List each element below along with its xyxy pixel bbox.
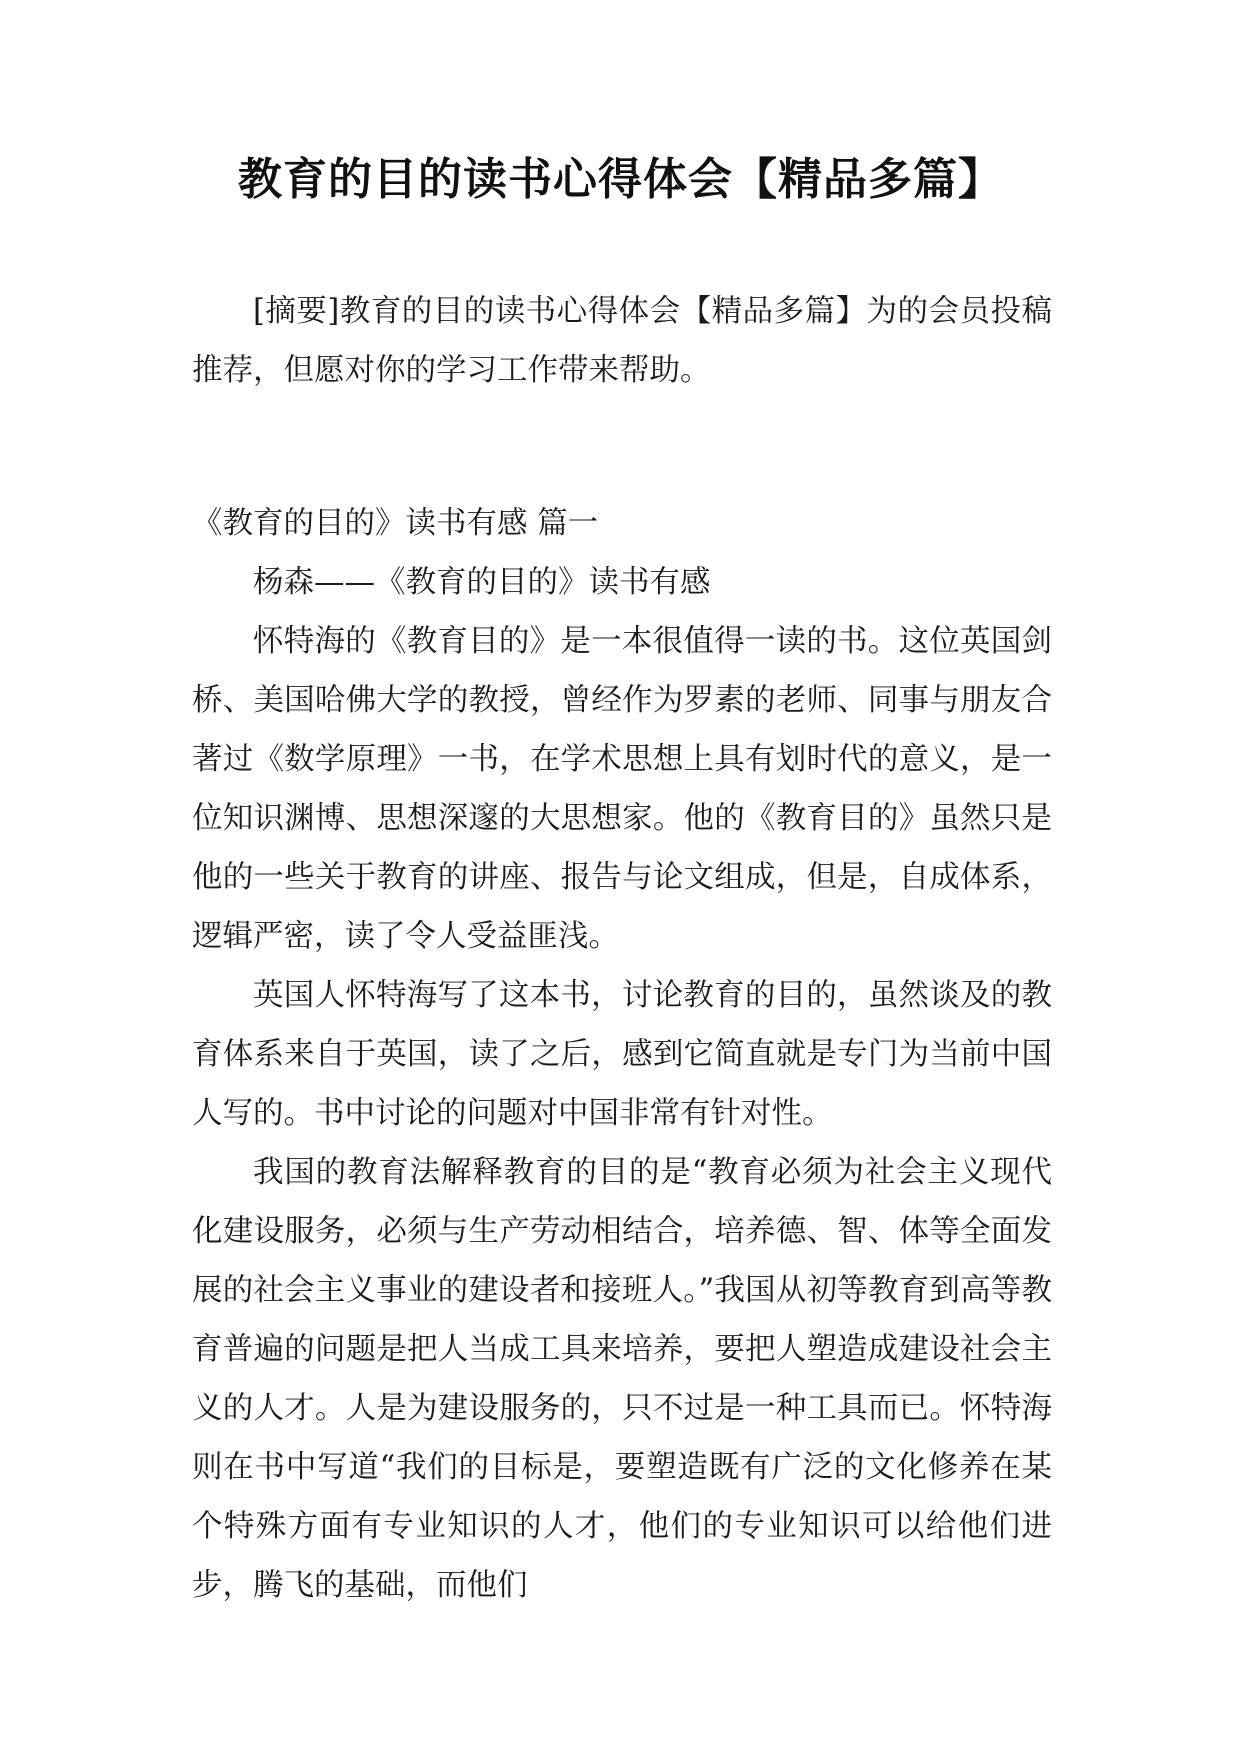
section-heading: 《教育的目的》读书有感 篇一 (192, 506, 599, 541)
author-line: 杨森——《教育的目的》读书有感 (253, 565, 711, 600)
body-paragraph: 英国人怀特海写了这本书，讨论教育的目的，虽然谈及的教育体系来自于英国，读了之后，感到它简直就是专门为当前中国人写的。书中讨论的问题对中国非常有针对性。 (192, 978, 1052, 1131)
summary-paragraph: [摘要]教育的目的读书心得体会【精品多篇】为的会员投稿推荐，但愿对你的学习工作带来帮助。 (192, 294, 1052, 388)
document-body (192, 282, 1052, 1615)
body-paragraph: 我国的教育法解释教育的目的是“教育必须为社会主义现代化建设服务，必须与生产劳动相结合，培养德、智、体等全面发展的社会主义事业的建设者和接班人。”我国从初等教育到高等教育普遍的问题是把人当成工具来培养，要把人塑造成建设社会主义的人才。人是为建设服务的，只不过是一种工具而已。怀特海则在书中写道“我们的目标是，要塑造既有广泛的文化修养在某个特殊方面有专业知识的人才，他们的专业知识可以给他们进步，腾飞的基础，而他们 (192, 1155, 1052, 1603)
body-paragraph: 怀特海的《教育目的》是一本很值得一读的书。这位英国剑桥、美国哈佛大学的教授，曾经作为罗素的老师、同事与朋友合著过《数学原理》一书，在学术思想上具有划时代的意义，是一位知识渊博、思想深邃的大思想家。他的《教育目的》虽然只是他的一些关于教育的讲座、报告与论文组成，但是，自成体系，逻辑严密，读了令人受益匪浅。 (192, 624, 1052, 954)
document-title: 教育的目的读书心得体会【精品多篇】 (238, 154, 1003, 205)
